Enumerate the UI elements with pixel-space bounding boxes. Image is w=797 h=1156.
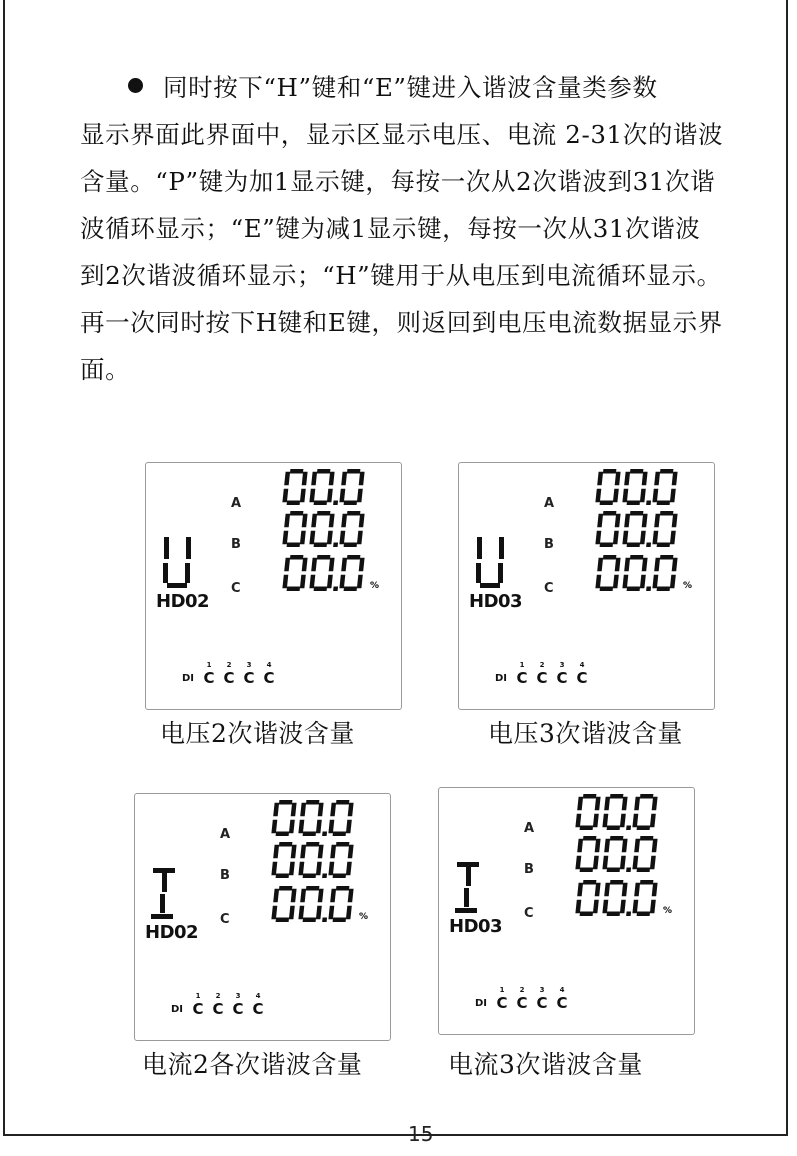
percent-unit: % bbox=[663, 906, 673, 916]
di-number: 2 bbox=[539, 661, 545, 669]
di-number: 3 bbox=[246, 661, 252, 669]
paragraph-line: 再一次同时按下H键和E键，则返回到电压电流数据显示界 bbox=[80, 308, 723, 337]
digital-input-indicators bbox=[475, 986, 595, 1016]
di-indicator bbox=[262, 661, 276, 687]
di-glyph: C bbox=[192, 1000, 204, 1018]
di-glyph: C bbox=[263, 669, 275, 687]
caption-voltage-2nd-harmonic: 电压2次谐波含量 bbox=[160, 719, 355, 748]
di-glyph: C bbox=[516, 994, 528, 1012]
di-glyph: C bbox=[576, 669, 588, 687]
harmonic-order-label: HD02 bbox=[145, 922, 199, 943]
di-glyph: C bbox=[212, 1000, 224, 1018]
reading-phase-b bbox=[576, 836, 662, 872]
percent-unit: % bbox=[683, 581, 693, 591]
reading-phase-c bbox=[283, 555, 369, 591]
reading-phase-a bbox=[283, 469, 369, 505]
di-glyph: C bbox=[556, 669, 568, 687]
current-symbol-icon bbox=[451, 858, 497, 914]
di-indicator bbox=[515, 661, 529, 687]
di-number: 1 bbox=[206, 661, 212, 669]
di-indicator bbox=[535, 986, 549, 1012]
di-indicator bbox=[242, 661, 256, 687]
di-glyph: C bbox=[223, 669, 235, 687]
harmonic-order-label: HD02 bbox=[156, 591, 210, 612]
di-indicator bbox=[191, 992, 205, 1018]
reading-phase-a bbox=[596, 469, 682, 505]
di-indicator bbox=[495, 986, 509, 1012]
lcd-panel-voltage-hd03 bbox=[458, 462, 715, 710]
phase-c-label: C bbox=[231, 581, 241, 596]
page-number: 15 bbox=[408, 1122, 434, 1146]
paragraph-line: 波循环显示；“E”键为减1显示键，每按一次从31次谐波 bbox=[80, 214, 701, 243]
paragraph-line: 面。 bbox=[80, 355, 131, 384]
phase-b-label: B bbox=[231, 537, 241, 552]
paragraph-line: 同时按下“H”键和“E”键进入谐波含量类参数 bbox=[80, 64, 760, 111]
voltage-symbol-icon bbox=[471, 533, 517, 589]
di-indicator bbox=[211, 992, 225, 1018]
percent-unit: % bbox=[359, 912, 369, 922]
di-number: 1 bbox=[195, 992, 201, 1000]
phase-b-label: B bbox=[524, 862, 534, 877]
lcd-panel-voltage-hd02 bbox=[145, 462, 402, 710]
di-label: DI bbox=[495, 673, 508, 684]
di-indicator bbox=[231, 992, 245, 1018]
reading-phase-c bbox=[272, 886, 358, 922]
instruction-paragraph bbox=[80, 64, 760, 393]
di-glyph: C bbox=[536, 669, 548, 687]
phase-c-label: C bbox=[544, 581, 554, 596]
di-glyph: C bbox=[516, 669, 528, 687]
reading-phase-b bbox=[283, 511, 369, 547]
phase-b-label: B bbox=[544, 537, 554, 552]
di-number: 4 bbox=[255, 992, 261, 1000]
phase-a-label: A bbox=[544, 496, 555, 511]
di-label: DI bbox=[475, 998, 488, 1009]
reading-phase-b bbox=[272, 842, 358, 878]
di-glyph: C bbox=[232, 1000, 244, 1018]
di-glyph: C bbox=[496, 994, 508, 1012]
phase-c-label: C bbox=[220, 912, 230, 927]
di-indicator bbox=[555, 661, 569, 687]
di-indicator bbox=[535, 661, 549, 687]
harmonic-order-label: HD03 bbox=[449, 916, 503, 937]
paragraph-line: 含量。“P”键为加1显示键，每按一次从2次谐波到31次谐 bbox=[80, 167, 716, 196]
di-number: 4 bbox=[579, 661, 585, 669]
caption-current-2nd-harmonic: 电流2各次谐波含量 bbox=[142, 1050, 363, 1079]
paragraph-line: 显示界面此界面中，显示区显示电压、电流 2-31次的谐波 bbox=[80, 120, 724, 149]
di-glyph: C bbox=[243, 669, 255, 687]
phase-a-label: A bbox=[524, 821, 535, 836]
digital-input-indicators bbox=[495, 661, 615, 691]
current-symbol-icon bbox=[147, 864, 193, 920]
di-indicator bbox=[202, 661, 216, 687]
digital-input-indicators bbox=[182, 661, 302, 691]
di-number: 3 bbox=[539, 986, 545, 994]
reading-phase-c bbox=[576, 880, 662, 916]
di-number: 4 bbox=[266, 661, 272, 669]
di-indicator bbox=[555, 986, 569, 1012]
reading-phase-a bbox=[272, 800, 358, 836]
harmonic-order-label: HD03 bbox=[469, 591, 523, 612]
di-glyph: C bbox=[556, 994, 568, 1012]
di-number: 3 bbox=[559, 661, 565, 669]
di-indicator bbox=[515, 986, 529, 1012]
di-number: 3 bbox=[235, 992, 241, 1000]
reading-phase-c bbox=[596, 555, 682, 591]
reading-phase-b bbox=[596, 511, 682, 547]
di-glyph: C bbox=[203, 669, 215, 687]
di-indicator bbox=[222, 661, 236, 687]
caption-current-3rd-harmonic: 电流3次谐波含量 bbox=[448, 1050, 643, 1079]
di-glyph: C bbox=[536, 994, 548, 1012]
di-glyph: C bbox=[252, 1000, 264, 1018]
di-label: DI bbox=[182, 673, 195, 684]
di-number: 1 bbox=[499, 986, 505, 994]
phase-a-label: A bbox=[220, 827, 231, 842]
phase-c-label: C bbox=[524, 906, 534, 921]
di-number: 2 bbox=[519, 986, 525, 994]
phase-b-label: B bbox=[220, 868, 230, 883]
di-number: 1 bbox=[519, 661, 525, 669]
reading-phase-a bbox=[576, 794, 662, 830]
phase-a-label: A bbox=[231, 496, 242, 511]
lcd-panel-current-hd02 bbox=[134, 793, 391, 1041]
caption-voltage-3rd-harmonic: 电压3次谐波含量 bbox=[488, 719, 683, 748]
di-indicator bbox=[575, 661, 589, 687]
voltage-symbol-icon bbox=[158, 533, 204, 589]
digital-input-indicators bbox=[171, 992, 291, 1022]
percent-unit: % bbox=[370, 581, 380, 591]
di-number: 2 bbox=[226, 661, 232, 669]
di-indicator bbox=[251, 992, 265, 1018]
bullet-icon bbox=[128, 78, 143, 93]
di-label: DI bbox=[171, 1004, 184, 1015]
di-number: 4 bbox=[559, 986, 565, 994]
paragraph-line: 到2次谐波循环显示；“H”键用于从电压到电流循环显示。 bbox=[80, 261, 722, 290]
di-number: 2 bbox=[215, 992, 221, 1000]
lcd-panel-current-hd03 bbox=[438, 787, 695, 1035]
